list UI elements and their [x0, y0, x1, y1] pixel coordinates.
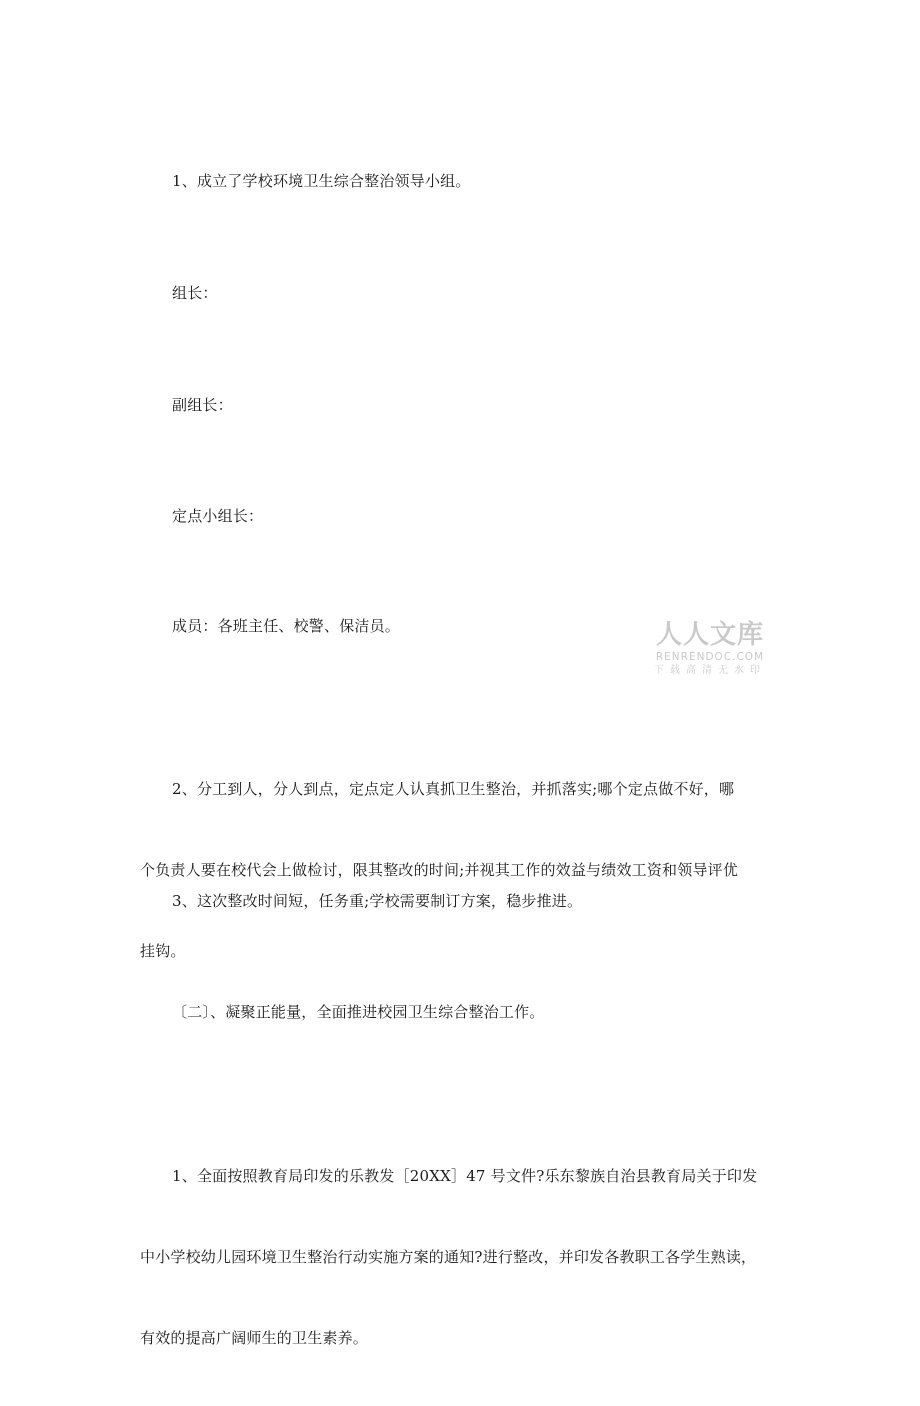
watermark-url: RENRENDOC.COM: [655, 651, 765, 663]
paragraph-document-implementation: [140, 1109, 790, 1406]
paragraph-deputy-leader: 副组长：: [172, 396, 233, 414]
watermark-subtitle: 下载高清无水印: [654, 665, 766, 676]
paragraph-line: 中小学校幼儿园环境卫生整治行动实施方案的通知?进行整改，并印发各教职工各学生熟读，: [140, 1248, 757, 1266]
paragraph-point-leader: 定点小组长：: [172, 507, 264, 525]
paragraph-line: 2、分工到人，分人到点，定点定人认真抓卫生整治，并抓落实;哪个定点做不好，哪: [172, 780, 735, 798]
watermark-title: 人人文库: [655, 620, 764, 650]
watermark-logo: [640, 620, 780, 678]
paragraph-rectification-plan: 3、这次整改时间短，任务重;学校需要制订方案，稳步推进。: [172, 892, 583, 910]
section-heading-two: 〔二〕、凝聚正能量，全面推进校园卫生综合整治工作。: [172, 1003, 545, 1021]
paragraph-line: 挂钩。: [140, 942, 186, 960]
paragraph-group-leader: 组长：: [172, 284, 218, 302]
paragraph-line: 个负责人要在校代会上做检讨，限其整改的时间;并视其工作的效益与绩效工资和领导评优: [140, 861, 739, 879]
paragraph-line: 1、全面按照教育局印发的乐教发［20XX］47 号文件?乐东黎族自治县教育局关于印发: [172, 1167, 758, 1185]
paragraph-line: 有效的提高广阔师生的卫生素养。: [140, 1329, 369, 1347]
paragraph-leadership-group: 1、成立了学校环境卫生综合整治领导小组。: [172, 172, 471, 190]
paragraph-division-of-work: [140, 722, 790, 1019]
paragraph-members: 成员：各班主任、校警、保洁员。: [172, 617, 401, 635]
